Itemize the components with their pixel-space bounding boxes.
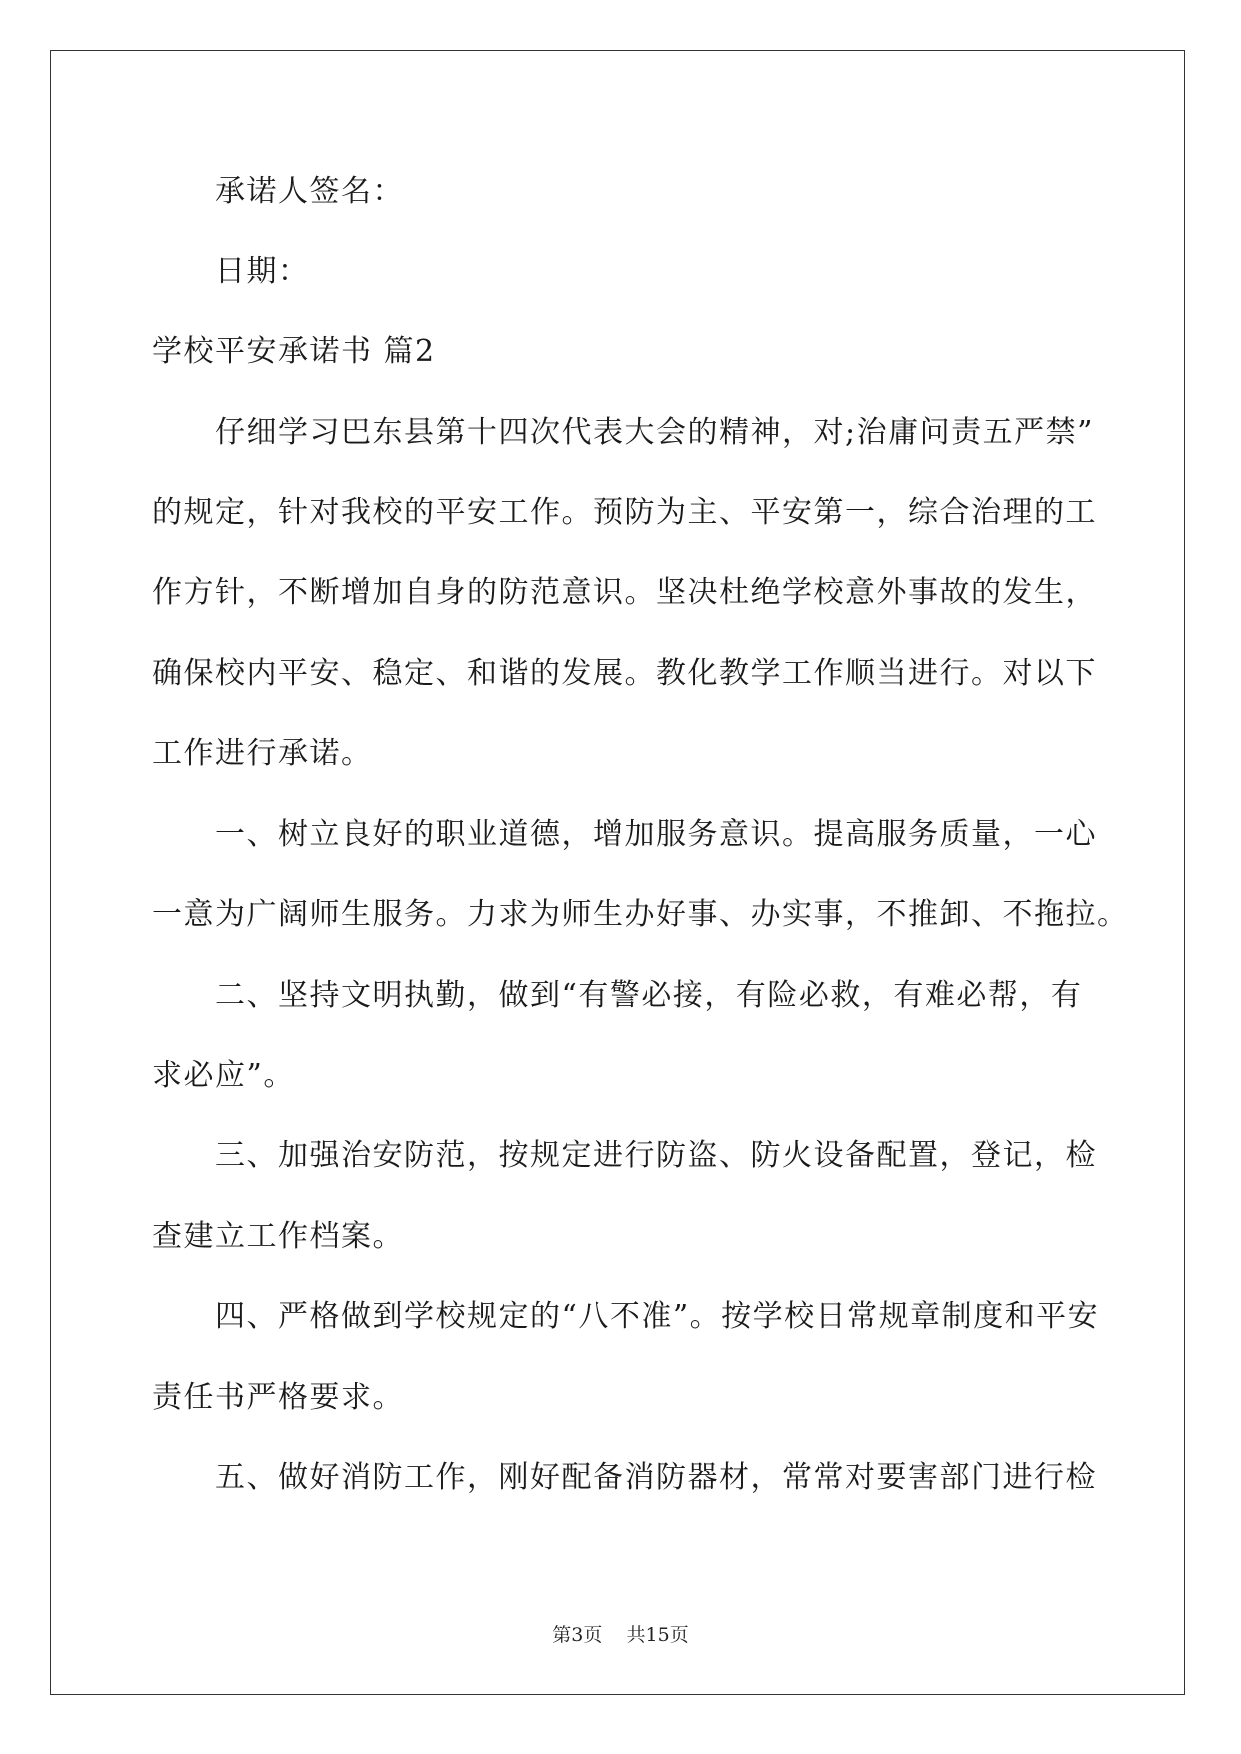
page-number-footer: 第3页 共15页 (552, 1624, 689, 1646)
paragraph-line: 的规定，针对我校的平安工作。预防为主、平安第一，综合治理的工 (152, 495, 1097, 530)
paragraph-line: 责任书严格要求。 (152, 1380, 404, 1415)
date-line: 日期： (215, 254, 310, 289)
section-heading: 学校平安承诺书 篇2 (152, 334, 436, 369)
paragraph-line: 一意为广阔师生服务。力求为师生办好事、办实事，不推卸、不拖拉。 (152, 897, 1129, 932)
paragraph-line: 确保校内平安、稳定、和谐的发展。教化教学工作顺当进行。对以下 (152, 656, 1097, 691)
paragraph-line: 二、坚持文明执勤，做到“有警必接，有险必救，有难必帮，有 (215, 978, 1083, 1013)
paragraph-line: 作方针，不断增加自身的防范意识。坚决杜绝学校意外事故的发生， (152, 575, 1097, 610)
paragraph-line: 求必应”。 (152, 1058, 295, 1093)
paragraph-line: 三、加强治安防范，按规定进行防盗、防火设备配置，登记，检 (215, 1138, 1097, 1173)
paragraph-line: 一、树立良好的职业道德，增加服务意识。提高服务质量，一心 (215, 817, 1097, 852)
page-border (50, 50, 1185, 1695)
paragraph-line: 仔细学习巴东县第十四次代表大会的精神，对;治庸问责五严禁” (215, 415, 1094, 450)
paragraph-line: 五、做好消防工作，刚好配备消防器材，常常对要害部门进行检 (215, 1460, 1097, 1495)
signature-line: 承诺人签名： (215, 174, 404, 209)
paragraph-line: 工作进行承诺。 (152, 736, 373, 771)
paragraph-line: 查建立工作档案。 (152, 1219, 404, 1254)
paragraph-line: 四、严格做到学校规定的“八不准”。按学校日常规章制度和平安 (215, 1299, 1100, 1334)
